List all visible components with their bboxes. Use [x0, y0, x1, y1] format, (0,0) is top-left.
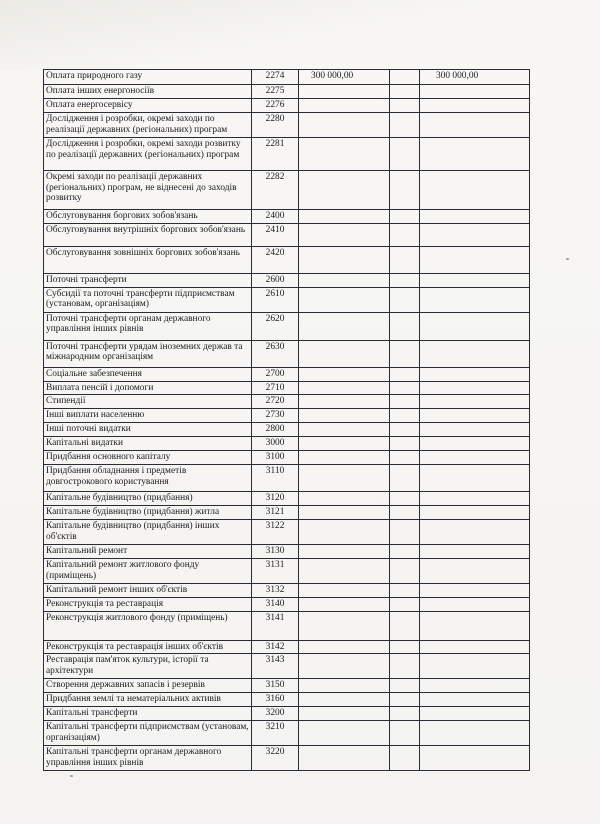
row-total-cell: [420, 170, 530, 209]
row-blank-cell: [390, 437, 420, 451]
expenditure-table-body: [44, 70, 530, 771]
row-blank-cell: [390, 558, 420, 583]
row-general-fund-cell: [299, 98, 390, 112]
table-row: [44, 85, 530, 99]
row-code-cell: 3121: [252, 505, 299, 519]
scan-speck: [566, 258, 569, 260]
row-name-cell: Капітальний ремонт житлового фонду (приміщень): [44, 558, 252, 583]
row-code-cell: 3200: [252, 707, 299, 721]
row-general-fund-cell: [299, 707, 390, 721]
row-total-cell: [420, 395, 530, 409]
row-total-cell: [420, 273, 530, 287]
row-general-fund-cell: [299, 583, 390, 597]
row-name-cell: Стипендії: [44, 395, 252, 409]
row-total-cell: [420, 409, 530, 423]
row-code-cell: 2282: [252, 170, 299, 209]
row-blank-cell: [390, 70, 420, 85]
row-blank-cell: [390, 209, 420, 223]
row-code-cell: 2800: [252, 423, 299, 437]
row-name-cell: Капітальний ремонт інших об'єктів: [44, 583, 252, 597]
row-name-cell: Оплата енергосервісу: [44, 98, 252, 112]
row-general-fund-cell: [299, 340, 390, 367]
row-blank-cell: [390, 98, 420, 112]
table-row: [44, 640, 530, 654]
row-code-cell: 3122: [252, 519, 299, 544]
row-general-fund-cell: [299, 746, 390, 771]
row-blank-cell: [390, 611, 420, 640]
row-general-fund-cell: [299, 209, 390, 223]
row-blank-cell: [390, 112, 420, 137]
row-code-cell: 2720: [252, 395, 299, 409]
table-row: [44, 505, 530, 519]
row-total-cell: [420, 707, 530, 721]
row-code-cell: 3160: [252, 693, 299, 707]
row-general-fund-cell: [299, 409, 390, 423]
table-row: [44, 654, 530, 679]
row-total-cell: [420, 679, 530, 693]
row-name-cell: Субсидії та поточні трансферти підприємствам (установам, організаціям): [44, 287, 252, 312]
row-name-cell: Інші виплати населенню: [44, 409, 252, 423]
row-name-cell: Соціальне забезпечення: [44, 367, 252, 381]
row-name-cell: Капітальне будівництво (придбання) інших об'єктів: [44, 519, 252, 544]
table-row: [44, 707, 530, 721]
row-name-cell: Реконструкція житлового фонду (приміщень): [44, 611, 252, 640]
row-blank-cell: [390, 137, 420, 170]
row-name-cell: Поточні трансферти: [44, 273, 252, 287]
row-code-cell: 3142: [252, 640, 299, 654]
row-code-cell: 2600: [252, 273, 299, 287]
row-name-cell: Капітальне будівництво (придбання) житла: [44, 505, 252, 519]
row-code-cell: 3000: [252, 437, 299, 451]
table-row: [44, 423, 530, 437]
table-row: [44, 437, 530, 451]
table-row: [44, 112, 530, 137]
row-code-cell: 3220: [252, 746, 299, 771]
row-code-cell: 3110: [252, 465, 299, 492]
row-code-cell: 2274: [252, 70, 299, 85]
row-code-cell: 3150: [252, 679, 299, 693]
table-row: [44, 273, 530, 287]
row-code-cell: 3132: [252, 583, 299, 597]
row-code-cell: 2620: [252, 312, 299, 340]
row-general-fund-cell: [299, 381, 390, 395]
row-blank-cell: [390, 544, 420, 558]
row-total-cell: [420, 437, 530, 451]
row-code-cell: 3210: [252, 721, 299, 746]
row-name-cell: Реконструкція та реставрація інших об'єктів: [44, 640, 252, 654]
row-blank-cell: [390, 451, 420, 465]
table-row: [44, 465, 530, 492]
row-total-cell: [420, 112, 530, 137]
table-row: [44, 583, 530, 597]
row-name-cell: Придбання обладнання і предметів довгострокового користування: [44, 465, 252, 492]
row-total-cell: [420, 640, 530, 654]
row-blank-cell: [390, 693, 420, 707]
row-general-fund-cell: [299, 273, 390, 287]
row-general-fund-cell: 300 000,00: [299, 70, 390, 85]
row-total-cell: [420, 85, 530, 99]
row-code-cell: 2630: [252, 340, 299, 367]
row-total-cell: [420, 721, 530, 746]
row-total-cell: [420, 654, 530, 679]
row-total-cell: [420, 381, 530, 395]
row-total-cell: [420, 423, 530, 437]
row-general-fund-cell: [299, 423, 390, 437]
row-code-cell: 3131: [252, 558, 299, 583]
row-name-cell: Обслуговування внутрішніх боргових зобов'язань: [44, 223, 252, 246]
table-row: [44, 170, 530, 209]
row-code-cell: 2710: [252, 381, 299, 395]
table-row: [44, 70, 530, 85]
row-blank-cell: [390, 597, 420, 611]
row-name-cell: Інші поточні видатки: [44, 423, 252, 437]
row-general-fund-cell: [299, 137, 390, 170]
row-name-cell: Виплата пенсій і допомоги: [44, 381, 252, 395]
row-blank-cell: [390, 85, 420, 99]
row-total-cell: [420, 367, 530, 381]
table-row: [44, 409, 530, 423]
row-blank-cell: [390, 679, 420, 693]
row-name-cell: Обслуговування боргових зобов'язань: [44, 209, 252, 223]
row-blank-cell: [390, 340, 420, 367]
row-blank-cell: [390, 367, 420, 381]
row-total-cell: [420, 746, 530, 771]
table-row: [44, 381, 530, 395]
row-total-cell: [420, 137, 530, 170]
row-name-cell: Створення державних запасів і резервів: [44, 679, 252, 693]
row-general-fund-cell: [299, 451, 390, 465]
row-general-fund-cell: [299, 611, 390, 640]
table-row: [44, 558, 530, 583]
row-name-cell: Придбання землі та нематеріальних активів: [44, 693, 252, 707]
row-total-cell: [420, 246, 530, 273]
row-name-cell: Капітальні трансферти: [44, 707, 252, 721]
row-code-cell: 3130: [252, 544, 299, 558]
row-name-cell: Капітальні трансферти органам державного управління інших рівнів: [44, 746, 252, 771]
row-general-fund-cell: [299, 679, 390, 693]
row-general-fund-cell: [299, 112, 390, 137]
row-code-cell: 2610: [252, 287, 299, 312]
table-row: [44, 544, 530, 558]
row-general-fund-cell: [299, 721, 390, 746]
row-code-cell: 2280: [252, 112, 299, 137]
row-name-cell: Окремі заходи по реалізації державних (регіональних) програм, не віднесені до заходів розвитку: [44, 170, 252, 209]
row-general-fund-cell: [299, 312, 390, 340]
row-blank-cell: [390, 287, 420, 312]
row-code-cell: 2730: [252, 409, 299, 423]
row-name-cell: Дослідження і розробки, окремі заходи розвитку по реалізації державних (регіональних) програм: [44, 137, 252, 170]
row-name-cell: Капітальне будівництво (придбання): [44, 492, 252, 506]
row-general-fund-cell: [299, 437, 390, 451]
row-general-fund-cell: [299, 654, 390, 679]
row-total-cell: [420, 544, 530, 558]
row-blank-cell: [390, 223, 420, 246]
row-blank-cell: [390, 170, 420, 209]
row-code-cell: 3120: [252, 492, 299, 506]
row-total-cell: [420, 451, 530, 465]
row-total-cell: [420, 505, 530, 519]
row-name-cell: Придбання основного капіталу: [44, 451, 252, 465]
row-blank-cell: [390, 583, 420, 597]
table-row: [44, 340, 530, 367]
row-name-cell: Поточні трансферти органам державного управління інших рівнів: [44, 312, 252, 340]
row-name-cell: Оплата природного газу: [44, 70, 252, 85]
row-blank-cell: [390, 721, 420, 746]
row-total-cell: [420, 340, 530, 367]
row-name-cell: Реставрація пам'яток культури, історії та архітектури: [44, 654, 252, 679]
table-row: [44, 492, 530, 506]
row-total-cell: [420, 209, 530, 223]
table-row: [44, 451, 530, 465]
table-row: [44, 209, 530, 223]
table-row: [44, 223, 530, 246]
row-total-cell: [420, 465, 530, 492]
row-blank-cell: [390, 423, 420, 437]
row-blank-cell: [390, 505, 420, 519]
table-row: [44, 287, 530, 312]
row-code-cell: 2420: [252, 246, 299, 273]
row-general-fund-cell: [299, 287, 390, 312]
row-blank-cell: [390, 395, 420, 409]
row-name-cell: Капітальний ремонт: [44, 544, 252, 558]
row-total-cell: [420, 98, 530, 112]
table-row: [44, 679, 530, 693]
table-row: [44, 395, 530, 409]
row-general-fund-cell: [299, 223, 390, 246]
row-general-fund-cell: [299, 597, 390, 611]
row-general-fund-cell: [299, 558, 390, 583]
row-code-cell: 2275: [252, 85, 299, 99]
row-code-cell: 3143: [252, 654, 299, 679]
row-blank-cell: [390, 654, 420, 679]
row-code-cell: 3140: [252, 597, 299, 611]
row-blank-cell: [390, 465, 420, 492]
row-general-fund-cell: [299, 395, 390, 409]
row-total-cell: 300 000,00: [420, 70, 530, 85]
table-row: [44, 312, 530, 340]
row-blank-cell: [390, 492, 420, 506]
row-general-fund-cell: [299, 465, 390, 492]
row-blank-cell: [390, 409, 420, 423]
row-name-cell: Капітальні видатки: [44, 437, 252, 451]
row-general-fund-cell: [299, 693, 390, 707]
row-blank-cell: [390, 519, 420, 544]
row-general-fund-cell: [299, 544, 390, 558]
table-row: [44, 746, 530, 771]
row-blank-cell: [390, 273, 420, 287]
row-code-cell: 2410: [252, 223, 299, 246]
row-general-fund-cell: [299, 367, 390, 381]
row-total-cell: [420, 597, 530, 611]
row-name-cell: Поточні трансферти урядам іноземних держав та міжнародним організаціям: [44, 340, 252, 367]
row-total-cell: [420, 492, 530, 506]
row-general-fund-cell: [299, 640, 390, 654]
row-total-cell: [420, 583, 530, 597]
row-general-fund-cell: [299, 85, 390, 99]
table-row: [44, 519, 530, 544]
row-name-cell: Обслуговування зовнішніх боргових зобов'язань: [44, 246, 252, 273]
row-code-cell: 2400: [252, 209, 299, 223]
page-fold-shadow: [0, 0, 600, 70]
row-code-cell: 2281: [252, 137, 299, 170]
table-row: [44, 611, 530, 640]
row-name-cell: Дослідження і розробки, окремі заходи по реалізації державних (регіональних) програм: [44, 112, 252, 137]
row-total-cell: [420, 519, 530, 544]
table-row: [44, 597, 530, 611]
row-name-cell: Капітальні трансферти підприємствам (установам, організаціям): [44, 721, 252, 746]
row-general-fund-cell: [299, 505, 390, 519]
scan-speck: [70, 775, 73, 777]
row-code-cell: 3141: [252, 611, 299, 640]
row-code-cell: 2700: [252, 367, 299, 381]
row-blank-cell: [390, 640, 420, 654]
row-name-cell: Реконструкція та реставрація: [44, 597, 252, 611]
row-blank-cell: [390, 312, 420, 340]
row-general-fund-cell: [299, 519, 390, 544]
row-total-cell: [420, 611, 530, 640]
row-total-cell: [420, 558, 530, 583]
row-blank-cell: [390, 246, 420, 273]
expenditure-table: [43, 69, 530, 771]
table-row: [44, 367, 530, 381]
table-row: [44, 721, 530, 746]
row-general-fund-cell: [299, 170, 390, 209]
row-code-cell: 2276: [252, 98, 299, 112]
row-general-fund-cell: [299, 246, 390, 273]
row-general-fund-cell: [299, 492, 390, 506]
row-total-cell: [420, 312, 530, 340]
row-name-cell: Оплата інших енергоносіїв: [44, 85, 252, 99]
row-code-cell: 3100: [252, 451, 299, 465]
row-total-cell: [420, 287, 530, 312]
table-row: [44, 246, 530, 273]
row-blank-cell: [390, 707, 420, 721]
row-total-cell: [420, 223, 530, 246]
table-row: [44, 137, 530, 170]
row-blank-cell: [390, 746, 420, 771]
table-row: [44, 693, 530, 707]
row-blank-cell: [390, 381, 420, 395]
table-row: [44, 98, 530, 112]
row-total-cell: [420, 693, 530, 707]
